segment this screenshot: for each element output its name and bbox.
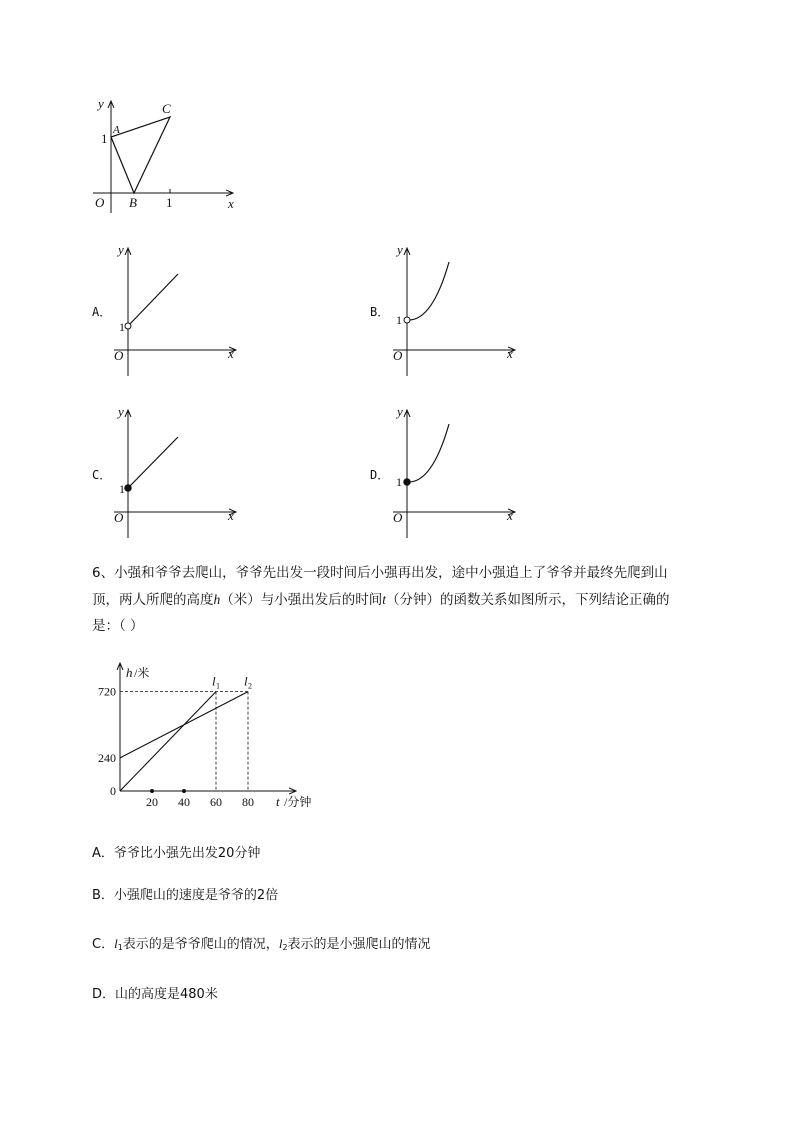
- answer-d: D．山的高度是480米: [92, 987, 218, 1002]
- series-label-sub-l2: 2: [248, 681, 252, 691]
- x-axis-label: x: [228, 508, 234, 523]
- answer-c: [92, 933, 431, 952]
- y-tick-label-0: 0: [110, 784, 116, 798]
- origin-label: O: [114, 510, 124, 525]
- x-axis-label: x: [228, 346, 234, 361]
- y-tick-label: 1: [396, 313, 402, 327]
- answer-b: B．小强爬山的速度是爷爷的2倍: [92, 888, 279, 903]
- origin-label: O: [114, 348, 124, 363]
- q6-var-t: t: [382, 592, 387, 607]
- point-c-label: C: [162, 101, 171, 116]
- q6-text-a: 顶，两人所爬的高度: [92, 592, 214, 608]
- x-tick-label: 1: [166, 195, 173, 210]
- y-axis-label: y: [98, 96, 104, 111]
- open-point: [125, 323, 131, 329]
- series-line-l1: [120, 692, 216, 791]
- series-label-l2: l: [244, 673, 248, 689]
- option-d-label: D．: [370, 468, 390, 482]
- y-tick-label: 1: [101, 131, 108, 146]
- option-a-label: A．: [92, 305, 112, 319]
- point-a-label: A: [113, 124, 120, 136]
- y-axis-label-var: h: [126, 665, 133, 680]
- option-b-curve: [407, 262, 449, 320]
- triangle-abc: [111, 117, 170, 193]
- series-line-l2: [120, 692, 248, 758]
- y-tick-label: 1: [119, 320, 125, 334]
- answer-c-l2-sub: 2: [282, 943, 288, 952]
- x-axis-label-unit: /分钟: [284, 795, 312, 809]
- origin-label: O: [95, 195, 105, 210]
- x-tick-label-40: 40: [178, 795, 190, 809]
- answer-c-post: 表示的是小强爬山的情况: [287, 937, 431, 952]
- y-axis-label: y: [118, 404, 124, 419]
- x-axis-label-var: t: [276, 794, 280, 809]
- answer-a: A．爷爷比小强先出发20分钟: [92, 846, 261, 861]
- q6-text-c: （分钟）的函数关系如图所示，下列结论正确的: [386, 592, 670, 608]
- origin-label: O: [393, 510, 403, 525]
- point-b-label: B: [129, 195, 137, 210]
- origin-label: O: [393, 348, 403, 363]
- answer-c-mid: 表示的是爷爷爬山的情况，: [122, 937, 279, 952]
- option-a-graph: [108, 238, 243, 378]
- y-tick-label-720: 720: [98, 684, 116, 699]
- x-tick-label-80: 80: [242, 795, 254, 809]
- answer-c-l2: l: [278, 936, 283, 951]
- q6-var-h: h: [213, 592, 221, 607]
- y-axis-label: y: [118, 242, 124, 257]
- x-tick-dot-20: [150, 789, 154, 793]
- question-6-line-3: 是：（ ）: [92, 618, 144, 634]
- option-b-label: B．: [370, 305, 390, 319]
- y-tick-label-240: 240: [98, 750, 116, 765]
- series-label-l1: l: [212, 673, 216, 689]
- option-d-curve: [407, 424, 449, 482]
- y-axis-label: y: [397, 404, 403, 419]
- y-axis-label: y: [397, 242, 403, 257]
- x-axis-label: x: [228, 196, 234, 211]
- y-axis-label-unit: /米: [134, 666, 150, 680]
- x-axis-label: x: [507, 508, 513, 523]
- x-tick-dot-40: [182, 789, 186, 793]
- option-c-graph: [108, 400, 243, 540]
- series-label-sub-l1: 1: [216, 681, 220, 691]
- option-a-line: [128, 274, 178, 326]
- option-d-graph: [387, 400, 522, 540]
- answer-c-l1-sub: 1: [117, 943, 123, 952]
- x-tick-label-60: 60: [210, 795, 222, 809]
- y-tick-label: 1: [396, 475, 402, 489]
- option-c-label: C．: [92, 468, 112, 482]
- filled-point: [125, 485, 131, 491]
- question-6-line-1: 6、小强和爷爷去爬山，爷爷先出发一段时间后小强再出发，途中小强追上了爷爷并最终先爬到山: [92, 565, 668, 581]
- answer-c-prefix: C．: [92, 937, 115, 952]
- question-6-line-2: [92, 587, 670, 613]
- open-point: [404, 317, 410, 323]
- q6-text-b: （米）与小强出发后的时间: [220, 592, 383, 608]
- option-b-graph: [387, 238, 522, 378]
- option-c-line: [128, 437, 178, 488]
- x-axis-label: x: [507, 346, 513, 361]
- triangle-figure: [85, 95, 245, 215]
- filled-point: [404, 479, 410, 485]
- height-time-chart: [88, 655, 338, 815]
- answer-c-l1: l: [114, 936, 118, 951]
- y-tick-label: 1: [119, 482, 125, 496]
- x-tick-label-20: 20: [146, 795, 158, 809]
